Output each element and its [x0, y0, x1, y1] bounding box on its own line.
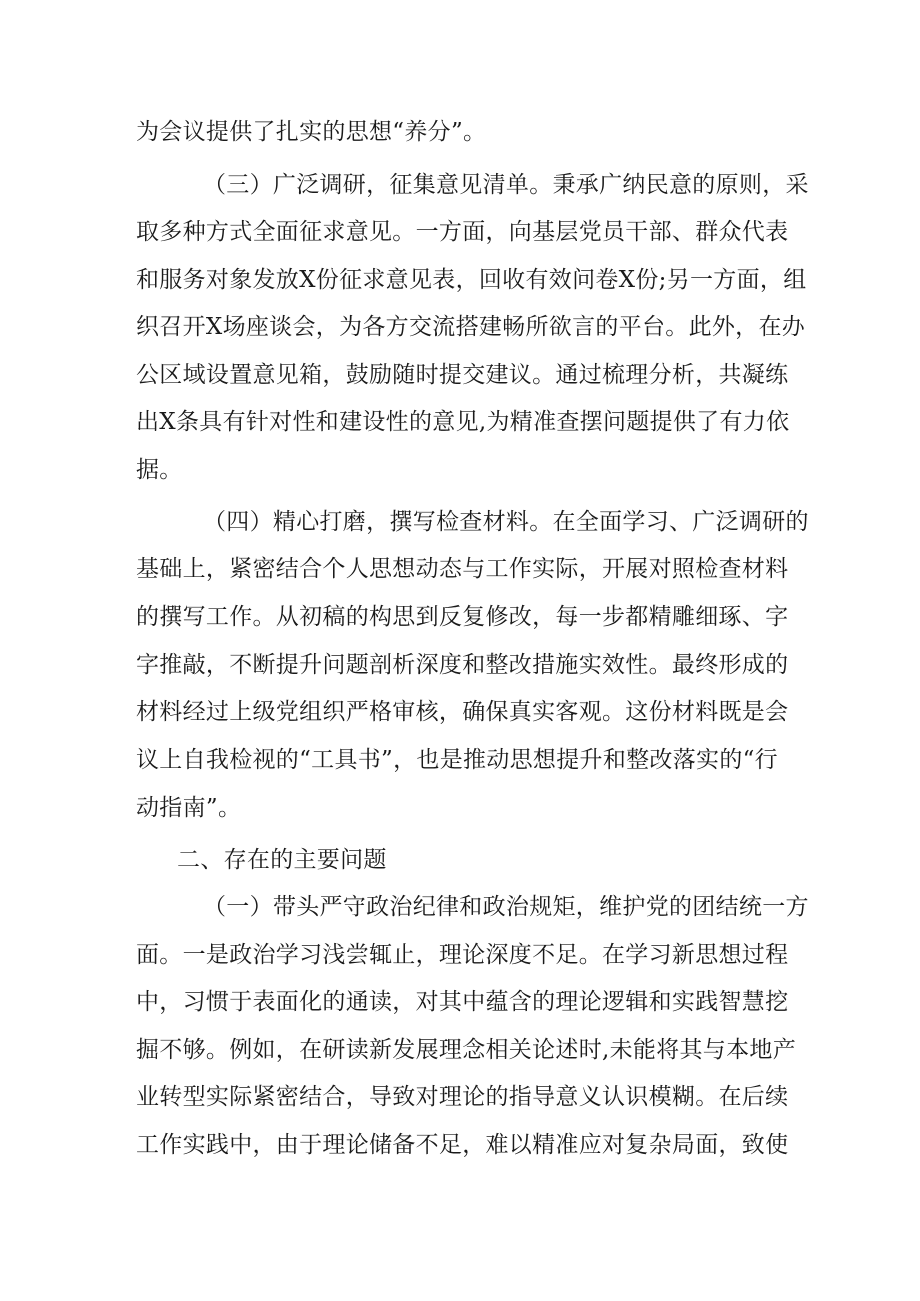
text-line-9: （四）精心打磨，撰写检查材料。在全面学习、广泛调研的 [203, 509, 809, 535]
text-line-7: 出X条具有针对性和建设性的意见,为精准查摆问题提供了有力依 [136, 409, 790, 435]
text-line-4: 和服务对象发放X份征求意见表，回收有效问卷X份;另一方面，组 [136, 267, 807, 293]
text-line-5: 织召开X场座谈会，为各方交流搭建畅所欲言的平台。此外，在办 [136, 314, 806, 340]
section-heading: 二、存在的主要问题 [177, 847, 387, 873]
text-line-20: 掘不够。例如，在研读新发展理念相关论述时,未能将其与本地产 [136, 1037, 797, 1063]
text-line-22: 工作实践中，由于理论储备不足，难以精准应对复杂局面，致使 [136, 1132, 789, 1158]
text-line-11: 的撰写工作。从初稿的构思到反复修改，每一步都精雕细琢、字 [136, 604, 789, 630]
text-line-15: 动指南”。 [136, 795, 242, 821]
text-line-21: 业转型实际紧密结合，导致对理论的指导意义认识模糊。在后续 [136, 1084, 789, 1110]
text-line-17: （一）带头严守政治纪律和政治规矩，维护党的团结统一方 [203, 894, 809, 920]
text-line-10: 基础上，紧密结合个人思想动态与工作实际，开展对照检查材料 [136, 556, 789, 582]
text-line-19: 中，习惯于表面化的通读，对其中蕴含的理论逻辑和实践智慧挖 [136, 989, 789, 1015]
text-line-6: 公区域设置意见箱，鼓励随时提交建议。通过梳理分析，共凝练 [136, 362, 789, 388]
text-line-14: 议上自我检视的“工具书”，也是推动思想提升和整改落实的“行 [136, 747, 778, 773]
text-line-1: 为会议提供了扎实的思想“养分”。 [136, 119, 487, 145]
text-line-8: 据。 [136, 457, 183, 483]
text-line-12: 字推敲，不断提升问题剖析深度和整改措施实效性。最终形成的 [136, 652, 789, 678]
text-line-3: 取多种方式全面征求意见。一方面，向基层党员干部、群众代表 [136, 219, 789, 245]
text-line-18: 面。一是政治学习浅尝辄止，理论深度不足。在学习新思想过程 [136, 942, 789, 968]
text-line-13: 材料经过上级党组织严格审核，确保真实客观。这份材料既是会 [136, 699, 789, 725]
text-line-2: （三）广泛调研，征集意见清单。秉承广纳民意的原则，采 [203, 172, 809, 198]
